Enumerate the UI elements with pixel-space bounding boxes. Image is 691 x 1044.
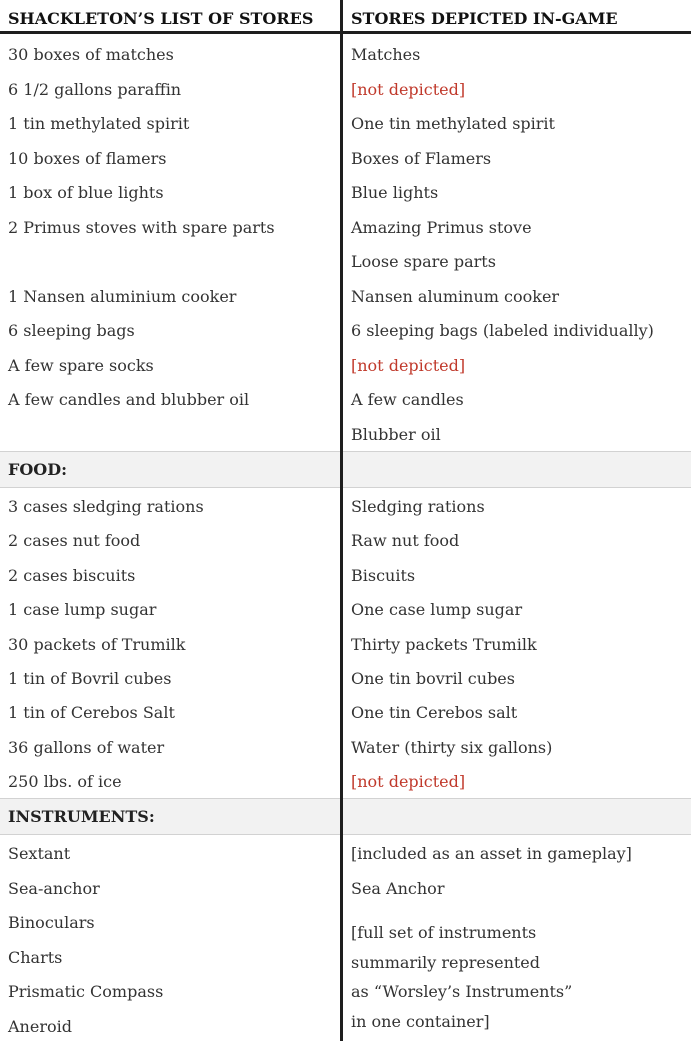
in-game-item: One tin methylated spirit [351,114,555,133]
in-game-item: Loose spare parts [351,252,496,271]
in-game-item: Raw nut food [351,531,460,551]
table-row [0,314,691,348]
table-row [0,837,691,871]
original-list-item: 30 packets of Trumilk [8,634,186,654]
note-line: as “Worsley’s Instruments” [351,982,573,1001]
original-list-item: Sea-anchor [8,878,100,898]
in-game-item: One tin Cerebos salt [351,703,518,723]
original-list-item: 1 Nansen aluminium cooker [8,286,237,306]
table-row [0,142,691,176]
in-game-item: Blubber oil [351,424,441,444]
note-line: [full set of instruments [351,923,537,942]
table-row [0,872,691,906]
table-row [0,662,691,696]
table-row [0,280,691,314]
original-list-item: Sextant [8,844,71,863]
original-list-item: Prismatic Compass [8,982,164,1001]
not-depicted-label: [not depicted] [351,355,466,375]
header-shackleton-list: SHACKLETON’S LIST OF STORES [8,9,314,28]
original-list-item: A few spare socks [8,355,154,375]
table-row [0,731,691,765]
instruments-note [351,918,681,1036]
not-depicted-label: [not depicted] [351,79,466,99]
original-list-item: 1 tin of Bovril cubes [8,669,172,688]
in-game-item: Blue lights [351,183,439,202]
original-list-item: 2 cases nut food [8,531,141,551]
in-game-item: Biscuits [351,565,416,585]
in-game-item: Boxes of Flamers [351,148,492,168]
table-row [0,490,691,524]
original-list-item: 36 gallons of water [8,737,165,757]
table-row [0,107,691,141]
note-line: in one container] [351,1011,490,1031]
in-game-item: One case lump sugar [351,600,523,620]
in-game-item: Thirty packets Trumilk [351,634,537,654]
table-row [0,349,691,383]
original-list-item: 30 boxes of matches [8,45,174,64]
instruments-heading: INSTRUMENTS: [8,807,155,826]
note-line: summarily represented [351,952,541,972]
original-list-item: Charts [8,947,63,967]
column-divider [340,0,343,1041]
original-list-item: 1 tin methylated spirit [8,114,190,133]
table-row [0,176,691,210]
table-row [0,383,691,417]
table-row [0,524,691,558]
table-header [0,0,691,34]
table-row [0,696,691,730]
food-section-header [0,451,691,488]
in-game-item: Sea Anchor [351,878,445,898]
in-game-item: Amazing Primus stove [351,217,532,237]
original-list-item: 1 tin of Cerebos Salt [8,703,175,723]
in-game-item: A few candles [351,390,464,409]
in-game-item: Water (thirty six gallons) [351,737,553,757]
original-list-item: 2 cases biscuits [8,565,136,585]
instruments-section-header [0,798,691,835]
table-row [0,593,691,627]
not-depicted-label: [not depicted] [351,772,466,792]
original-list-item: 6 sleeping bags [8,321,135,340]
original-list-item: 3 cases sledging rations [8,497,204,516]
table-row [0,73,691,107]
table-row [0,245,691,279]
table-row [0,765,691,799]
in-game-item: Sledging rations [351,497,485,516]
table-row [0,628,691,662]
original-list-item: A few candles and blubber oil [8,390,250,409]
in-game-item: One tin bovril cubes [351,669,515,688]
food-heading: FOOD: [8,460,68,479]
table-row [0,559,691,593]
original-list-item: 1 case lump sugar [8,600,157,620]
in-game-item: [included as an asset in gameplay] [351,844,632,863]
in-game-item: Matches [351,45,421,64]
header-in-game: STORES DEPICTED IN-GAME [351,9,618,28]
original-list-item: 10 boxes of flamers [8,148,167,168]
original-list-item: Aneroid [8,1016,72,1036]
table-row [0,38,691,72]
original-list-item: 250 lbs. of ice [8,772,122,792]
table-row [0,418,691,452]
original-list-item: 6 1/2 gallons paraffin [8,79,182,99]
table-row [0,211,691,245]
original-list-item: 2 Primus stoves with spare parts [8,217,275,237]
original-list-item: Binoculars [8,913,95,932]
original-list-item: 1 box of blue lights [8,183,164,202]
in-game-item: Nansen aluminum cooker [351,286,560,306]
in-game-item: 6 sleeping bags (labeled individually) [351,321,654,340]
